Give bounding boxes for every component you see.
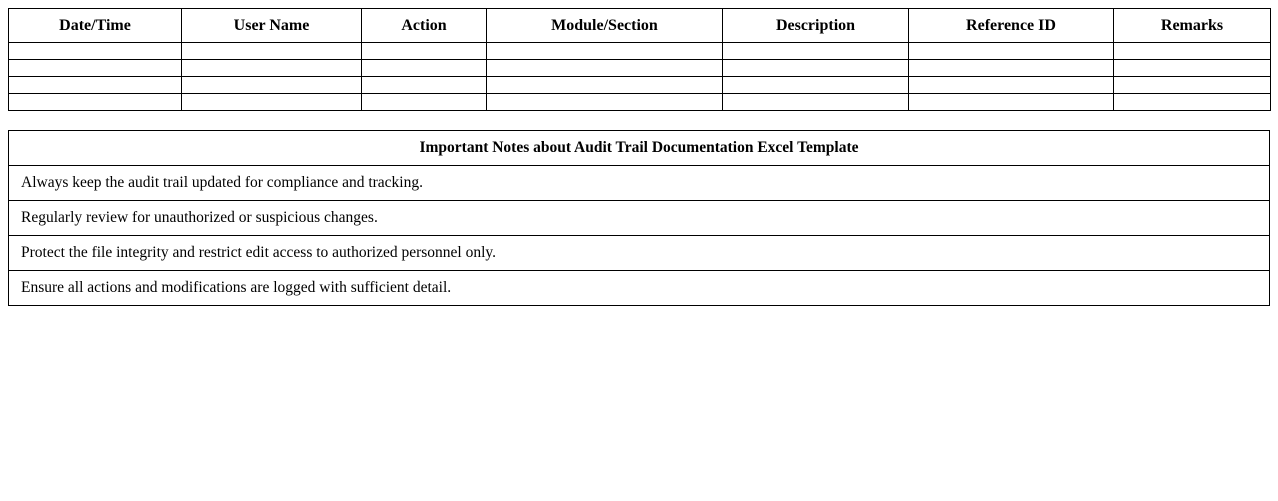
table-cell[interactable] bbox=[487, 77, 723, 94]
table-cell[interactable] bbox=[723, 43, 909, 60]
table-row bbox=[9, 94, 1271, 111]
table-cell[interactable] bbox=[1114, 77, 1271, 94]
table-cell[interactable] bbox=[909, 60, 1114, 77]
table-cell[interactable] bbox=[1114, 60, 1271, 77]
note-item: Protect the file integrity and restrict edit access to authorized personnel only. bbox=[9, 236, 1270, 271]
table-cell[interactable] bbox=[362, 94, 487, 111]
table-cell[interactable] bbox=[487, 94, 723, 111]
table-cell[interactable] bbox=[182, 43, 362, 60]
notes-title: Important Notes about Audit Trail Documentation Excel Template bbox=[9, 131, 1270, 166]
notes-table bbox=[8, 130, 1270, 306]
table-cell[interactable] bbox=[909, 43, 1114, 60]
notes-header-row bbox=[9, 131, 1270, 166]
header-row bbox=[9, 9, 1271, 43]
table-cell[interactable] bbox=[182, 60, 362, 77]
column-header-user-name: User Name bbox=[182, 9, 362, 43]
table-cell[interactable] bbox=[362, 77, 487, 94]
note-row bbox=[9, 236, 1270, 271]
note-item: Regularly review for unauthorized or suspicious changes. bbox=[9, 201, 1270, 236]
note-row bbox=[9, 201, 1270, 236]
table-cell[interactable] bbox=[362, 60, 487, 77]
table-cell[interactable] bbox=[487, 60, 723, 77]
table-cell[interactable] bbox=[9, 43, 182, 60]
table-cell[interactable] bbox=[182, 77, 362, 94]
table-cell[interactable] bbox=[1114, 43, 1271, 60]
table-row bbox=[9, 77, 1271, 94]
table-cell[interactable] bbox=[9, 94, 182, 111]
table-cell[interactable] bbox=[9, 77, 182, 94]
table-cell[interactable] bbox=[723, 77, 909, 94]
table-cell[interactable] bbox=[182, 94, 362, 111]
table-cell[interactable] bbox=[909, 77, 1114, 94]
column-header-reference-id: Reference ID bbox=[909, 9, 1114, 43]
note-item: Always keep the audit trail updated for compliance and tracking. bbox=[9, 166, 1270, 201]
note-row bbox=[9, 271, 1270, 306]
table-cell[interactable] bbox=[723, 60, 909, 77]
note-row bbox=[9, 166, 1270, 201]
table-row bbox=[9, 43, 1271, 60]
audit-log-table bbox=[8, 8, 1271, 111]
table-row bbox=[9, 60, 1271, 77]
note-item: Ensure all actions and modifications are logged with sufficient detail. bbox=[9, 271, 1270, 306]
table-cell[interactable] bbox=[723, 94, 909, 111]
table-cell[interactable] bbox=[1114, 94, 1271, 111]
column-header-action: Action bbox=[362, 9, 487, 43]
column-header-module-section: Module/Section bbox=[487, 9, 723, 43]
column-header-remarks: Remarks bbox=[1114, 9, 1271, 43]
column-header-datetime: Date/Time bbox=[9, 9, 182, 43]
column-header-description: Description bbox=[723, 9, 909, 43]
table-cell[interactable] bbox=[362, 43, 487, 60]
table-cell[interactable] bbox=[9, 60, 182, 77]
table-cell[interactable] bbox=[909, 94, 1114, 111]
table-cell[interactable] bbox=[487, 43, 723, 60]
